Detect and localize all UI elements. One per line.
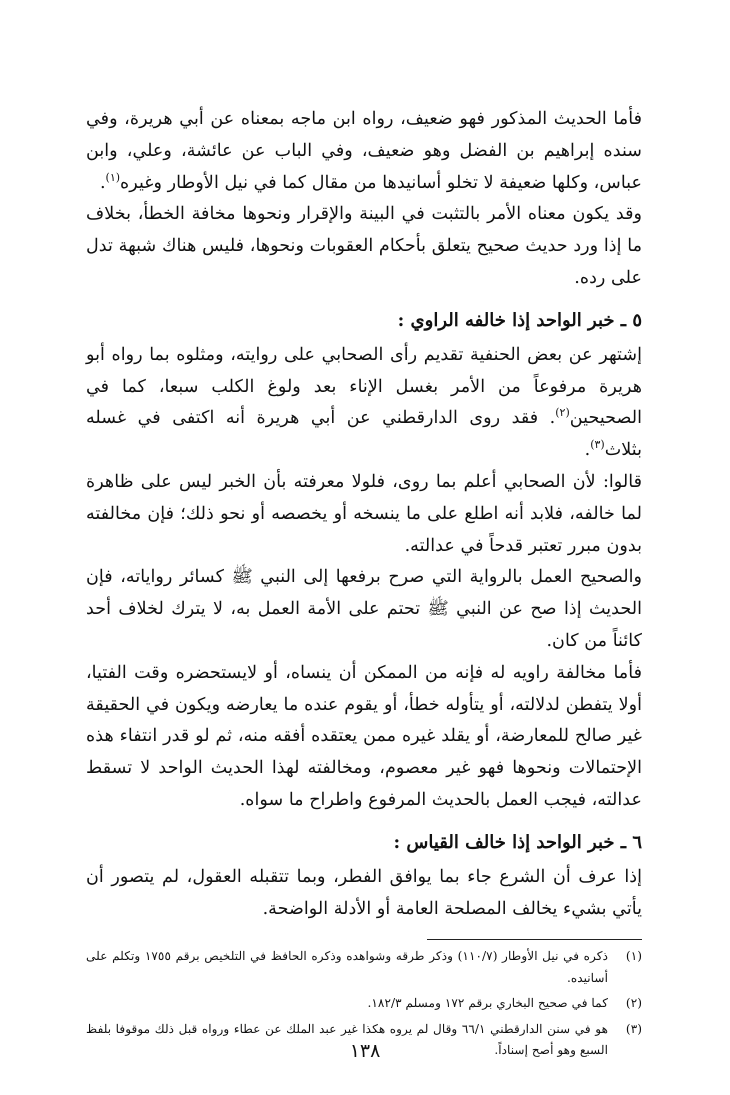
paragraph-3 [86,340,642,467]
paragraph-1-end: . [99,172,106,193]
paragraph-6: فأما مخالفة راويه له فإنه من الممكن أن ينساه، أو لايستحضره وقت الفتيا، أولا يتفطن لدلالته، أو يتأوله خطأ، أو يقوم عنده ما يعارضه ويكون في الحقيقة غير صالح للمعارضة، أو يقلد غيره ممن يعتقده أفقه منه، ثم لو قدر انتفاء هذه الإحتمالات ونحوها فهو غير معصوم، ومخالفته لهذا الحديث الواحد لا تسقط عدالته، فيجب العمل بالحديث المرفوع واطراح ما سواه. [86,662,642,810]
paragraph-7: إذا عرف أن الشرع جاء بما يوافق الفطر، وبما تتقبله العقول، لم يتصور أن يأتي بشيء يخالف المصلحة العامة أو الأدلة الواضحة. [86,866,642,919]
section-heading-5: ٥ ـ خبر الواحد إذا خالفه الراوي : [397,309,642,331]
paragraph-3-text-a: إشتهر عن بعض الحنفية تقديم رأى الصحابي على روايته، ومثلوه بما رواه أبو هريرة مرفوعاً من الأمر بغسل الإناء بعد ولوغ الكلب سبعا، كما في الصحيحين [86,344,642,429]
section-heading-6: ٦ ـ خبر الواحد إذا خالف القياس : [393,831,642,853]
paragraph-5: والصحيح العمل بالرواية التي صرح برفعها إلى النبي ﷺ كسائر رواياته، فإن الحديث إذا صح عن النبي ﷺ تحتم على الأمة العمل به، لا يترك لخلاف أحد كائناً من كان. [86,567,642,651]
footnote-ref-1[interactable]: (١) [105,170,121,184]
paragraph-3-text-b: . فقد روى الدارقطني عن أبي هريرة أنه اكتفى في غسله بثلاث [86,408,642,461]
paragraph-4: قالوا: لأن الصحابي أعلم بما روى، فلولا معرفته بأن الخبر ليس على ظاهرة لما خالفه، فلابد أنه اطلع على ما ينسخه أو يخصصه أو نحو ذلك؛ فإن مخالفته بدون مبرر تعتبر قدحاً في عدالته. [86,471,642,556]
footnote-number: (٢) [625,996,642,1011]
paragraph-1 [86,104,642,199]
footnote-divider [427,939,642,940]
footnote-number: (٣) [625,1021,642,1036]
paragraph-2: وقد يكون معناه الأمر بالتثبت في البينة والإقرار ونحوها مخافة الخطأ، بخلاف ما إذا ورد حديث صحيح يتعلق بأحكام العقوبات ونحوها، فليس هناك شبهة تدل على رده. [86,204,642,288]
paragraph-3-end: . [584,440,591,461]
page-number: ١٣٨ [349,1040,381,1062]
footnote-text: كما في صحيح البخاري برقم ١٧٢ ومسلم ١٨٢/٣. [367,996,608,1011]
paragraph-1-text: فأما الحديث المذكور فهو ضعيف، رواه ابن ماجه بمعناه عن أبي هريرة، وفي سنده إبراهيم بن الفضل وهو ضعيف، وفي الباب عن عائشة، وعلي، وابن عباس، وكلها ضعيفة لا تخلو أسانيدها من مقال كما في نيل الأوطار وغيره [86,109,642,193]
footnote-ref-2[interactable]: (٢) [555,406,570,420]
footnote-1 [86,946,642,989]
footnote-ref-3[interactable]: (٣) [590,438,605,452]
footnote-number: (١) [625,949,642,964]
footnote-text: هو في سنن الدارقطني ٦٦/١ وقال لم يروه هكذا غير عبد الملك عن عطاء ورواه قبل ذلك موقوفا بلفظ السبع وهو أصح إسناداً. [86,1021,608,1058]
page-body [86,104,642,1066]
footnote-text: ذكره في نيل الأوطار (١١٠/٧) وذكر طرقه وشواهده وذكره الحافظ في التلخيص برقم ١٧٥٥ وتكلم على أسانيده. [86,949,608,985]
footnote-2 [86,993,642,1015]
